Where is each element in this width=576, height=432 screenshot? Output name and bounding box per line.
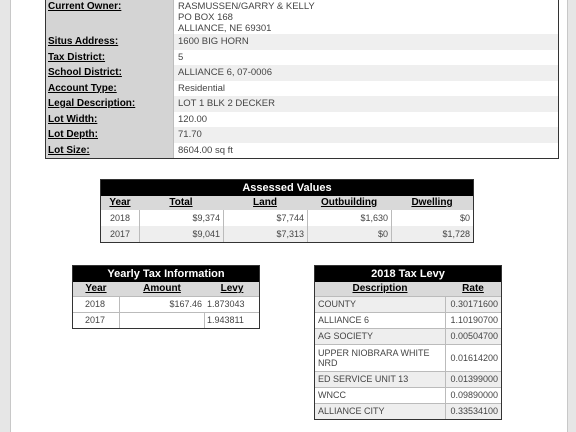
- owner-label: Current Owner:: [46, 0, 174, 34]
- table-row: [73, 312, 259, 328]
- tax-levy-title: 2018 Tax Levy: [315, 266, 501, 282]
- account-type-row: [46, 81, 558, 97]
- legal-description-value: LOT 1 BLK 2 DECKER: [174, 96, 558, 112]
- owner-value: [174, 0, 558, 34]
- tax-district-value: 5: [178, 51, 184, 63]
- cell-rate: 0.01399000: [445, 372, 501, 387]
- cell-amount: [119, 313, 205, 328]
- yearly-tax-header: [73, 282, 259, 296]
- table-row: [315, 403, 501, 419]
- tax-district-label: Tax District:: [46, 50, 174, 66]
- lot-size-label: Lot Size:: [46, 143, 174, 159]
- cell-land: $7,744: [223, 210, 307, 226]
- cell-description: ED SERVICE UNIT 13: [318, 374, 409, 384]
- cell-description: UPPER NIOBRARA WHITE NRD: [318, 348, 430, 368]
- col-outbuilding: Outbuilding: [320, 197, 378, 208]
- assessed-values-header: [101, 196, 473, 210]
- cell-description: ALLIANCE CITY: [318, 406, 385, 416]
- cell-description: AG SOCIETY: [318, 331, 374, 341]
- school-district-label: School District:: [46, 65, 174, 81]
- yearly-tax-table: [72, 265, 260, 329]
- cell-total: $9,041: [139, 226, 223, 242]
- col-amount: Amount: [143, 283, 181, 294]
- account-type-label: Account Type:: [46, 81, 174, 97]
- cell-dwelling: $1,728: [391, 226, 473, 242]
- cell-levy: 1.873043: [207, 299, 245, 309]
- legal-description-row: [46, 96, 558, 112]
- cell-rate: 0.00504700: [445, 329, 501, 344]
- col-total: Total: [169, 197, 193, 208]
- cell-description: ALLIANCE 6: [318, 315, 370, 325]
- lot-width-row: [46, 112, 558, 128]
- table-row: [101, 210, 473, 226]
- col-levy: Levy: [220, 283, 244, 294]
- lot-depth-label: Lot Depth:: [46, 127, 174, 143]
- tax-levy-header: [315, 282, 501, 296]
- cell-land: $7,313: [223, 226, 307, 242]
- owner-address-line2: ALLIANCE, NE 69301: [178, 23, 272, 34]
- yearly-tax-title: Yearly Tax Information: [73, 266, 259, 282]
- lot-depth-row: [46, 127, 558, 143]
- table-row: [315, 371, 501, 387]
- cell-year: 2018: [109, 213, 131, 223]
- school-district-row: [46, 65, 558, 81]
- table-row: [315, 328, 501, 344]
- cell-year: 2017: [85, 315, 106, 325]
- cell-outbuilding: $0: [307, 226, 391, 242]
- assessed-values-table: [100, 179, 474, 243]
- col-description: Description: [352, 283, 408, 294]
- cell-rate: 0.30171600: [445, 297, 501, 312]
- property-info-table: [45, 0, 559, 159]
- school-district-value: ALLIANCE 6, 07-0006: [174, 65, 558, 81]
- lot-width-value: 120.00: [178, 113, 208, 125]
- cell-description: COUNTY: [318, 299, 356, 309]
- legal-description-label: Legal Description:: [46, 96, 174, 112]
- table-row: [315, 296, 501, 312]
- situs-value: 1600 BIG HORN: [174, 34, 558, 50]
- tax-district-row: [46, 50, 558, 66]
- owner-row: [46, 0, 558, 34]
- cell-year: 2017: [109, 229, 131, 239]
- cell-rate: 0.01614200: [445, 345, 501, 371]
- cell-outbuilding: $1,630: [307, 210, 391, 226]
- lot-depth-value: 71.70: [174, 127, 558, 143]
- tax-levy-table: [314, 265, 502, 420]
- col-year: Year: [85, 283, 107, 294]
- col-dwelling: Dwelling: [411, 197, 453, 208]
- table-row: [315, 312, 501, 328]
- cell-amount: $167.46: [119, 297, 205, 312]
- assessed-values-title: Assessed Values: [101, 180, 473, 196]
- situs-label: Situs Address:: [46, 34, 174, 50]
- owner-name: RASMUSSEN/GARRY & KELLY: [178, 1, 315, 12]
- account-type-value: Residential: [178, 82, 225, 94]
- cell-year: 2018: [85, 299, 106, 309]
- col-rate: Rate: [462, 283, 484, 294]
- lot-width-label: Lot Width:: [46, 112, 174, 128]
- lot-size-value: 8604.00 sq ft: [178, 144, 233, 156]
- cell-levy: 1.943811: [207, 315, 244, 325]
- col-year: Year: [109, 197, 131, 208]
- cell-dwelling: $0: [391, 210, 473, 226]
- cell-rate: 1.10190700: [445, 313, 501, 328]
- col-land: Land: [253, 197, 277, 208]
- cell-description: WNCC: [318, 390, 346, 400]
- table-row: [315, 344, 501, 371]
- cell-rate: 0.09890000: [445, 388, 501, 403]
- owner-address-line1: PO BOX 168: [178, 12, 233, 23]
- situs-row: [46, 34, 558, 50]
- table-row: [73, 296, 259, 312]
- lot-size-row: [46, 143, 558, 159]
- cell-rate: 0.33534100: [445, 404, 501, 419]
- table-row: [101, 226, 473, 242]
- table-row: [315, 387, 501, 403]
- cell-total: $9,374: [139, 210, 223, 226]
